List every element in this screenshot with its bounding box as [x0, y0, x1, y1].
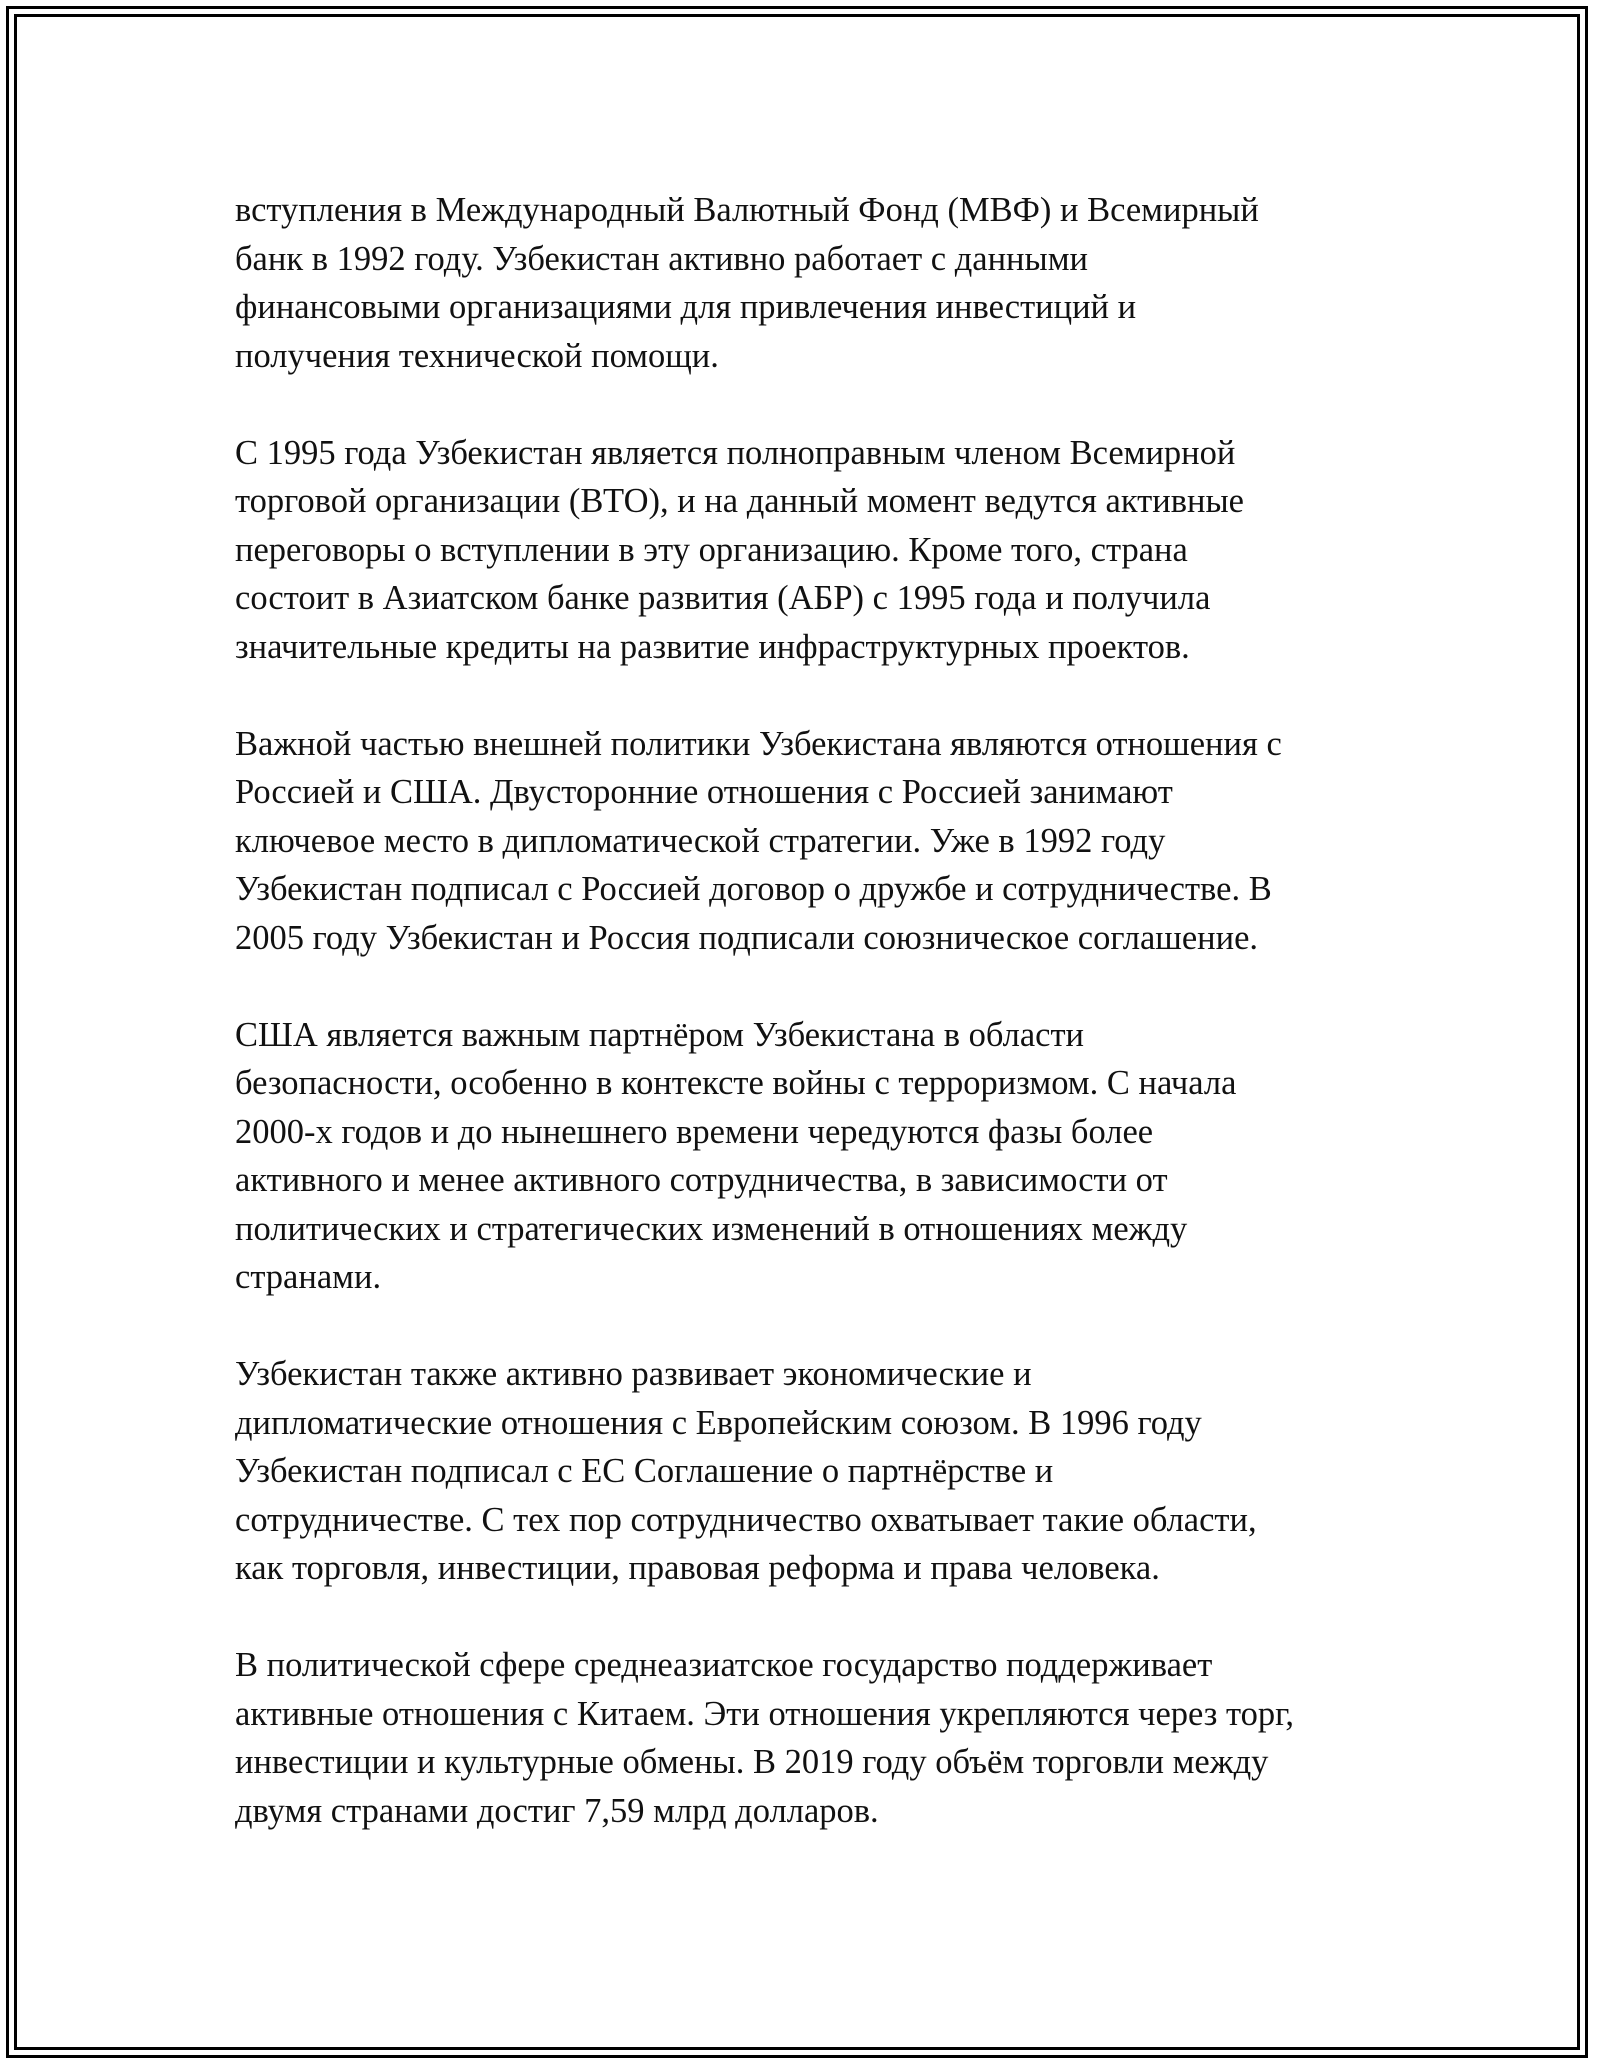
paragraph-russia-usa: Важной частью внешней политики Узбекистана являются отношения с Россией и США. Двусторонние отношения с Россией занимают ключевое место в дипломатической стратегии. Уже в 1992 году Узбекистан подписал с Россией договор о дружбе и сотрудничестве. В 2005 году Узбекистан и Россия подписали союзническое соглашение.	[235, 724, 1282, 957]
paragraph-usa-security: США является важным партнёром Узбекистана в области безопасности, особенно в контексте войны с терроризмом. С начала 2000-х годов и до нынешнего времени чередуются фазы более активного и менее активного сотрудничества, в зависимости от политических и стратегических изменений в отношениях между странами.	[235, 1015, 1237, 1296]
paragraph-imf-world-bank: вступления в Международный Валютный Фонд (МВФ) и Всемирный банк в 1992 году. Узбекистан активно работает с данными финансовыми организациями для привлечения инвестиций и получения технической помощи.	[235, 191, 1259, 375]
document-body	[235, 186, 1375, 1884]
paragraph-china: В политической сфере среднеазиатское государство поддерживает активные отношения с Китаем. Эти отношения укрепляются через торг, инвестиции и культурные обмены. В 2019 году объём торговли между двумя странами достиг 7,59 млрд долларов.	[235, 1646, 1295, 1830]
paragraph-wto-adb: С 1995 года Узбекистан является полноправным членом Всемирной торговой организации (ВТО), и на данный момент ведутся активные переговоры о вступлении в эту организацию. Кроме того, страна состоит в Азиатском банке развития (АБР) с 1995 года и получила значительные кредиты на развитие инфраструктурных проектов.	[235, 433, 1244, 666]
paragraph-european-union: Узбекистан также активно развивает экономические и дипломатические отношения с Европейским союзом. В 1996 году Узбекистан подписал с ЕС Соглашение о партнёрстве и сотрудничестве. С тех пор сотрудничество охватывает такие области, как торговля, инвестиции, правовая реформа и права человека.	[235, 1355, 1257, 1587]
